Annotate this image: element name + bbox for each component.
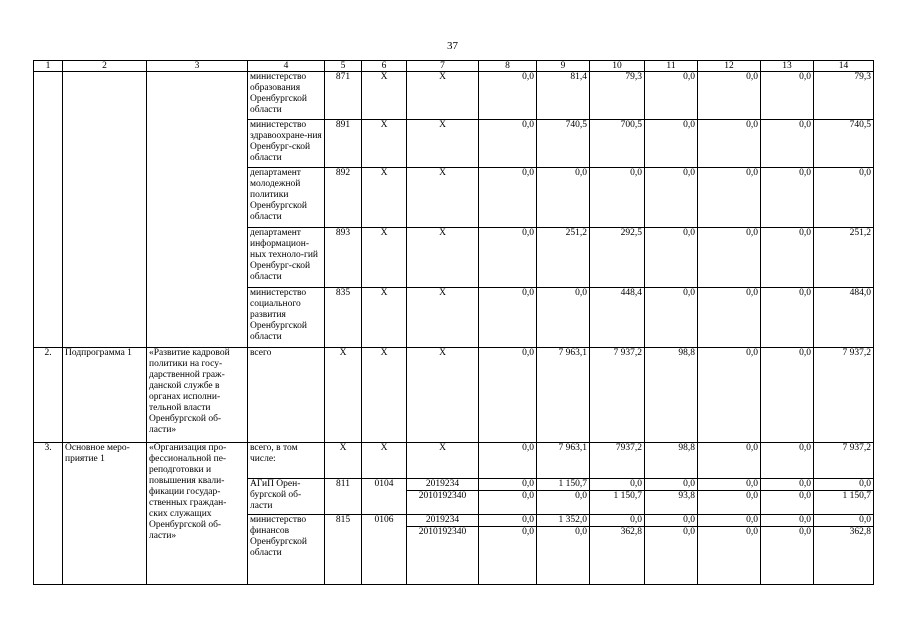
executor-cell: департамент молодежной политики Оренбургской области xyxy=(248,168,325,228)
value-cell: 98,8 xyxy=(645,443,698,479)
executor-cell: министерство здравоохране-ния Оренбург-ской области xyxy=(248,120,325,168)
csr-cell: Х xyxy=(407,228,479,288)
value-cell: 93,8 xyxy=(645,491,698,515)
grbs-cell: 871 xyxy=(325,72,362,120)
value-cell: 0,0 xyxy=(537,288,590,348)
value-cell: 0,0 xyxy=(645,527,698,585)
value-cell: 0,0 xyxy=(761,527,814,585)
value-cell: 1 150,7 xyxy=(537,479,590,491)
executor-cell: АГиП Орен-бургской об-ласти xyxy=(248,479,325,515)
table-row xyxy=(34,72,874,120)
header-cell: 6 xyxy=(362,61,407,72)
program-desc-cell xyxy=(147,72,248,348)
header-cell: 7 xyxy=(407,61,479,72)
value-cell: 292,5 xyxy=(590,228,645,288)
value-cell: 0,0 xyxy=(537,527,590,585)
rzpr-cell: Х xyxy=(362,120,407,168)
csr-cell: Х xyxy=(407,288,479,348)
header-cell: 14 xyxy=(814,61,874,72)
value-cell: 0,0 xyxy=(761,348,814,443)
rzpr-cell: Х xyxy=(362,168,407,228)
grbs-cell: 892 xyxy=(325,168,362,228)
header-cell: 3 xyxy=(147,61,248,72)
value-cell: 0,0 xyxy=(645,168,698,228)
value-cell: 79,3 xyxy=(814,72,874,120)
value-cell: 0,0 xyxy=(698,120,761,168)
program-desc-cell: «Организация про-фессиональной пе-реподготовки и повышения квали-фикации государ-ственных граждан-ских служащих Оренбургской об-ласти» xyxy=(147,443,248,585)
csr-cell: 2019234 xyxy=(407,479,479,491)
value-cell: 0,0 xyxy=(479,527,537,585)
value-cell: 740,5 xyxy=(537,120,590,168)
executor-cell: всего, в том числе: xyxy=(248,443,325,479)
value-cell: 0,0 xyxy=(698,168,761,228)
value-cell: 700,5 xyxy=(590,120,645,168)
value-cell: 362,8 xyxy=(814,527,874,585)
program-name-cell: Основное меро-приятие 1 xyxy=(63,443,147,585)
value-cell: 0,0 xyxy=(698,443,761,479)
value-cell: 0,0 xyxy=(479,515,537,527)
header-cell: 2 xyxy=(63,61,147,72)
value-cell: 7 963,1 xyxy=(537,443,590,479)
value-cell: 1 150,7 xyxy=(814,491,874,515)
csr-cell: 2010192340 xyxy=(407,491,479,515)
value-cell: 0,0 xyxy=(814,168,874,228)
value-cell: 0,0 xyxy=(698,479,761,491)
value-cell: 0,0 xyxy=(479,228,537,288)
grbs-cell: 811 xyxy=(325,479,362,515)
csr-cell: Х xyxy=(407,168,479,228)
grbs-cell: Х xyxy=(325,443,362,479)
header-cell: 1 xyxy=(34,61,63,72)
value-cell: 0,0 xyxy=(537,491,590,515)
value-cell: 0,0 xyxy=(479,348,537,443)
value-cell: 0,0 xyxy=(479,491,537,515)
program-name-cell: Подпрограмма 1 xyxy=(63,348,147,443)
header-cell: 11 xyxy=(645,61,698,72)
program-desc-cell: «Развитие кадровой политики на госу-дарственной граж-данской службе в органах исполни-тельной власти Оренбургской об-ласти» xyxy=(147,348,248,443)
rzpr-cell: Х xyxy=(362,288,407,348)
value-cell: 7 937,2 xyxy=(590,348,645,443)
row-number-cell: 3. xyxy=(34,443,63,585)
csr-cell: 2019234 xyxy=(407,515,479,527)
executor-cell: всего xyxy=(248,348,325,443)
grbs-cell: 835 xyxy=(325,288,362,348)
header-cell: 9 xyxy=(537,61,590,72)
header-cell: 13 xyxy=(761,61,814,72)
value-cell: 81,4 xyxy=(537,72,590,120)
value-cell: 0,0 xyxy=(698,348,761,443)
value-cell: 0,0 xyxy=(645,479,698,491)
rzpr-cell: Х xyxy=(362,72,407,120)
grbs-cell: Х xyxy=(325,348,362,443)
rzpr-cell: Х xyxy=(362,228,407,288)
value-cell: 0,0 xyxy=(537,168,590,228)
value-cell: 0,0 xyxy=(814,515,874,527)
value-cell: 7 963,1 xyxy=(537,348,590,443)
value-cell: 0,0 xyxy=(814,479,874,491)
executor-cell: министерство финансов Оренбургской области xyxy=(248,515,325,585)
value-cell: 7 937,2 xyxy=(814,443,874,479)
value-cell: 0,0 xyxy=(479,443,537,479)
rzpr-cell: Х xyxy=(362,443,407,479)
header-cell: 5 xyxy=(325,61,362,72)
value-cell: 0,0 xyxy=(645,228,698,288)
value-cell: 98,8 xyxy=(645,348,698,443)
csr-cell: Х xyxy=(407,72,479,120)
value-cell: 448,4 xyxy=(590,288,645,348)
value-cell: 7 937,2 xyxy=(814,348,874,443)
row-number-cell: 2. xyxy=(34,348,63,443)
csr-cell: Х xyxy=(407,348,479,443)
table-row xyxy=(34,348,874,443)
value-cell: 740,5 xyxy=(814,120,874,168)
value-cell: 0,0 xyxy=(761,491,814,515)
value-cell: 0,0 xyxy=(761,288,814,348)
value-cell: 1 352,0 xyxy=(537,515,590,527)
value-cell: 79,3 xyxy=(590,72,645,120)
header-cell: 4 xyxy=(248,61,325,72)
table-row xyxy=(34,443,874,479)
value-cell: 0,0 xyxy=(645,120,698,168)
value-cell: 0,0 xyxy=(698,72,761,120)
value-cell: 0,0 xyxy=(590,168,645,228)
csr-cell: Х xyxy=(407,120,479,168)
rzpr-cell: 0104 xyxy=(362,479,407,515)
grbs-cell: 891 xyxy=(325,120,362,168)
executor-cell: министерство образования Оренбургской области xyxy=(248,72,325,120)
header-row xyxy=(34,61,874,72)
value-cell: 0,0 xyxy=(761,515,814,527)
value-cell: 0,0 xyxy=(698,527,761,585)
value-cell: 0,0 xyxy=(590,515,645,527)
value-cell: 1 150,7 xyxy=(590,491,645,515)
value-cell: 0,0 xyxy=(479,120,537,168)
value-cell: 0,0 xyxy=(761,479,814,491)
value-cell: 0,0 xyxy=(698,515,761,527)
value-cell: 0,0 xyxy=(698,288,761,348)
value-cell: 0,0 xyxy=(479,168,537,228)
value-cell: 0,0 xyxy=(698,491,761,515)
value-cell: 0,0 xyxy=(761,72,814,120)
value-cell: 251,2 xyxy=(537,228,590,288)
grbs-cell: 815 xyxy=(325,515,362,585)
csr-cell: Х xyxy=(407,443,479,479)
value-cell: 0,0 xyxy=(761,443,814,479)
budget-table xyxy=(33,60,874,585)
executor-cell: министерство социального развития Оренбургской области xyxy=(248,288,325,348)
header-cell: 10 xyxy=(590,61,645,72)
value-cell: 251,2 xyxy=(814,228,874,288)
value-cell: 0,0 xyxy=(645,72,698,120)
value-cell: 0,0 xyxy=(761,168,814,228)
header-cell: 12 xyxy=(698,61,761,72)
value-cell: 7937,2 xyxy=(590,443,645,479)
rzpr-cell: Х xyxy=(362,348,407,443)
value-cell: 0,0 xyxy=(761,228,814,288)
rzpr-cell: 0106 xyxy=(362,515,407,585)
value-cell: 0,0 xyxy=(645,288,698,348)
value-cell: 0,0 xyxy=(479,288,537,348)
value-cell: 362,8 xyxy=(590,527,645,585)
value-cell: 0,0 xyxy=(645,515,698,527)
row-number-cell xyxy=(34,72,63,348)
value-cell: 484,0 xyxy=(814,288,874,348)
value-cell: 0,0 xyxy=(590,479,645,491)
value-cell: 0,0 xyxy=(698,228,761,288)
executor-cell: департамент информацион-ных техноло-гий Оренбург-ской области xyxy=(248,228,325,288)
value-cell: 0,0 xyxy=(479,72,537,120)
grbs-cell: 893 xyxy=(325,228,362,288)
page-number: 37 xyxy=(447,40,458,52)
value-cell: 0,0 xyxy=(761,120,814,168)
program-name-cell xyxy=(63,72,147,348)
value-cell: 0,0 xyxy=(479,479,537,491)
csr-cell: 2010192340 xyxy=(407,527,479,585)
header-cell: 8 xyxy=(479,61,537,72)
